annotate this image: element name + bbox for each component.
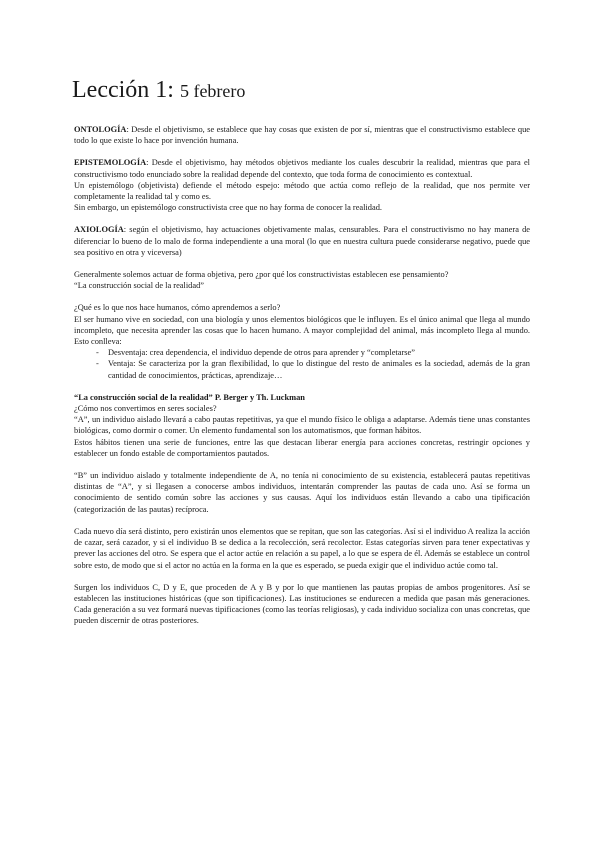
- epistemologia-text: : Desde el objetivismo, hay métodos objetivos mediante los cuales descubrir la realidad, mientras que para el constructivismo todo enunciado sobre la realidad depende del contexto, que toda forma de conocimiento es contextual.: [74, 158, 530, 179]
- lesson-date: 5 febrero: [179, 81, 246, 101]
- paragraph-dia: Cada nuevo día será distinto, pero existirán unos elementos que se repitan, que son las categorías. Así si el individuo A realiza la acción de cazar, será cazador, y si el individuo B se dedica a la recolección, será recolector. Estas categorías sirven para tener expectativas y prever las acciones del otro. Se espera que el actor actúe en relación a su papel, a lo que se espera de él. Además se establece un control sobre esto, de modo que si el actor no actúa en la forma en la que es esperado, se pueda exigir que el individuo actúe como tal.: [74, 526, 530, 570]
- question-1-quote: “La construcción social de la realidad”: [74, 281, 204, 291]
- section-2-heading: “La construcción social de la realidad” P. Berger y Th. Luckman: [74, 392, 305, 402]
- human-paragraph: El ser humano vive en sociedad, con una biología y unos elementos biológicos que le influyen. Es el único animal que llega al mundo incompleto, que necesita aprender las cosas que lo hacen humano. A mayor complejidad del animal, más incompleto llega al mundo. Esto conlleva:: [74, 314, 530, 347]
- axiologia-term: AXIOLOGÍA: [74, 225, 124, 235]
- epistemologia-line-2: Un epistemólogo (objetivista) defiende el método espejo: método que actúa como reflejo de la realidad, que nos permite ver completamente la realidad tal y como es.: [74, 180, 530, 202]
- consequence-list: [74, 347, 530, 381]
- section-2-question: ¿Cómo nos convertimos en seres sociales?: [74, 404, 217, 414]
- ontologia-term: ONTOLOGÍA: [74, 125, 127, 134]
- list-item: - Ventaja: Se caracteriza por la gran flexibilidad, lo que lo distingue del resto de animales es la sociedad, además de la gran cantidad de conocimientos, prácticas, aprendizaje…: [96, 358, 530, 380]
- question-1: Generalmente solemos actuar de forma objetiva, pero ¿por qué los constructivistas establecen ese pensamiento?: [74, 270, 449, 280]
- ontologia-text: : Desde el objetivismo, se establece que hay cosas que existen de por sí, mientras que el constructivismo establece que todo lo que existe lo hace por invención humana.: [74, 125, 530, 146]
- epistemologia-term: EPISTEMOLOGÍA: [74, 158, 147, 168]
- ontologia-paragraph: [74, 124, 530, 146]
- page-title: [72, 76, 245, 105]
- epistemologia-paragraph: [74, 157, 530, 179]
- document-body: [74, 124, 530, 627]
- axiologia-text: : según el objetivismo, hay actuaciones objetivamente malas, censurables. Para el constructivismo no hay manera de diferenciar lo bueno de lo malo de forma independiente a una moral (lo que en nuestra cultura puede considerarse negativo, puede que sea positivo en otra y viceversa): [74, 225, 530, 257]
- paragraph-a: “A”, un individuo aislado llevará a cabo pautas repetitivas, ya que el mundo físico le obliga a adaptarse. Además tiene unas constantes biológicas, como dormir o comer. Un elemento fundamental son los automatismos, que forman hábitos.: [74, 415, 530, 436]
- question-2: ¿Qué es lo que nos hace humanos, cómo aprendemos a serlo?: [74, 303, 281, 313]
- lesson-title: Lección 1:: [72, 77, 174, 103]
- axiologia-paragraph: [74, 224, 530, 258]
- list-item: - Desventaja: crea dependencia, el individuo depende de otros para aprender y “completarse”: [96, 347, 530, 358]
- epistemologia-line-3: Sin embargo, un epistemólogo constructivista cree que no hay forma de conocer la realidad.: [74, 203, 382, 213]
- paragraph-cde: Surgen los individuos C, D y E, que proceden de A y B y por lo que mantienen las pautas propias de ambos progenitores. Así se establecen las instituciones históricas (que son tipificaciones). Las instituciones se endurecen a medida que pasan más generaciones. Cada generación a su vez formará nuevas tipificaciones (como las teorías religiosas), y cada individuo socializa con unas concretas, que pueden discernir de otras posteriores.: [74, 582, 530, 626]
- paragraph-b: “B” un individuo aislado y totalmente independiente de A, no tenía ni conocimiento de su existencia, establecerá pautas repetitivas distintas de “A”, y si llegasen a conocerse ambos individuos, intentarán comprender las pautas de cada uno. Así se forma un conocimiento de sentido común sobre las acciones y sus causas. Aquí los individuos están llevando a cabo una tipificación (categorización de las pautas) recíproca.: [74, 471, 530, 514]
- paragraph-habits: Estos hábitos tienen una serie de funciones, entre las que destacan liberar energía para acciones concretas, restringir opciones y establecer un fondo estable de comportamientos pautados.: [74, 437, 530, 458]
